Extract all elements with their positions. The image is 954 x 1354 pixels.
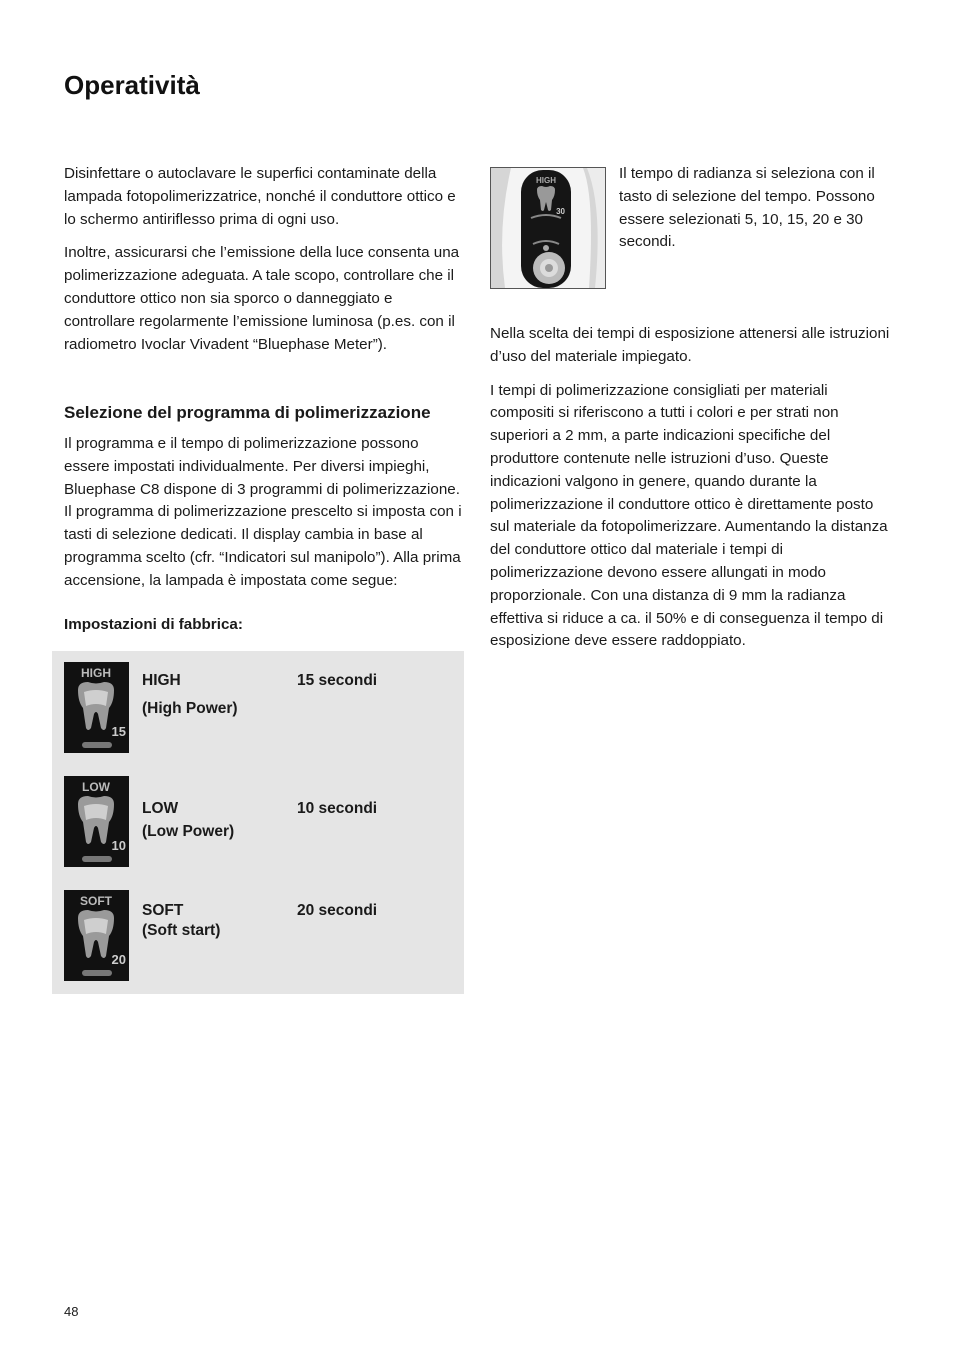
selection-heading: Selezione del programma di polimerizzazione [64, 403, 431, 422]
soft-badge-text: SOFT [80, 894, 112, 908]
soft-program-display-image [64, 890, 129, 981]
exposure-paragraph-2: I tempi di polimerizzazione consigliati per materiali compositi si riferiscono a tutti i colori e per strati non superiori a 2 mm, a parte indicazioni specifiche del produttore contenute nelle istruzioni d’uso. Queste indicazioni valgono in genere, quando durante la polimerizzazione il conduttore ottico è direttamente posto sul materiale da fotopolimerizzare. Aumentando la distanza del conduttore ottico dal materiale i tempi di polimerizzazione devono essere allungati in modo proporzionale. Con una distanza di 9 mm la radianza effettiva si riduce a ca. il 50% e di conseguenza il tempo di esposizione deve essere raddoppiato. [490, 381, 888, 650]
soft-display-icon [64, 890, 129, 981]
soft-program-label: SOFT [142, 902, 184, 919]
page-title: Operatività [64, 70, 200, 100]
low-program-display-image [64, 776, 129, 867]
selection-paragraph: Il programma e il tempo di polimerizzazione possono essere impostati individualmente. Per diversi impieghi, Bluephase C8 dispone di 3 programmi di polimerizzazione. Il programma di polimerizzazione prescelto si imposta con i tasti di selezione dedicati. Il display cambia in base al programma scelto (cfr. “Indicatori sul manipolo”). Alla prima accensione, la lampada è impostata come segue: [64, 435, 462, 589]
exposure-paragraph-1: Nella scelta dei tempi di esposizione attenersi alle istruzioni d’uso del materiale impiegato. [490, 325, 890, 365]
soft-program-time: 20 secondi [297, 902, 378, 919]
intro-paragraph-1: Disinfettare o autoclavare le superfici contaminate della lampada fotopolimerizzatrice, nonché il conduttore ottico e lo schermo antiriflesso prima di ogni uso. [64, 165, 456, 228]
high-program-description: (High Power) [142, 700, 238, 717]
soft-program-name [142, 901, 220, 941]
low-program-description: (Low Power) [142, 823, 235, 840]
low-badge-text: LOW [82, 780, 110, 794]
page-number: 48 [64, 1304, 79, 1319]
soft-program-description: (Soft start) [142, 922, 221, 939]
time-selection-section [619, 163, 889, 265]
device-number-text: 30 [556, 207, 565, 216]
time-selection-text: Il tempo di radianza si seleziona con il tasto di selezione del tempo. Possono essere selezionati 5, 10, 15, 20 e 30 secondi. [619, 165, 875, 251]
low-program-time: 10 secondi [297, 800, 378, 817]
high-program-label: HIGH [142, 672, 181, 689]
high-program-time: 15 secondi [297, 672, 378, 689]
intro-section [64, 163, 464, 367]
high-display-icon [64, 662, 129, 753]
high-program-name [142, 669, 238, 720]
low-program-name [142, 797, 234, 843]
soft-number-text: 20 [111, 952, 126, 967]
high-badge-text: HIGH [81, 666, 111, 680]
factory-settings-label: Impostazioni di fabbrica: [64, 616, 243, 633]
handpiece-display-icon [491, 168, 605, 288]
device-badge-text: HIGH [536, 176, 556, 185]
low-display-icon [64, 776, 129, 867]
low-program-label: LOW [142, 800, 179, 817]
high-number-text: 15 [111, 724, 126, 739]
low-number-text: 10 [111, 838, 126, 853]
selection-section [64, 433, 464, 604]
intro-paragraph-2: Inoltre, assicurarsi che l’emissione della luce consenta una polimerizzazione adeguata. A tale scopo, controllare che il conduttore ottico non sia sporco o danneggiato e controllare regolarmente l’emissione luminosa (p.es. con il radiometro Ivoclar Vivadent “Bluephase Meter”). [64, 244, 460, 353]
high-program-display-image [64, 662, 129, 753]
exposure-section [490, 323, 890, 664]
device-handpiece-image [490, 167, 606, 289]
factory-settings-box [52, 651, 464, 994]
